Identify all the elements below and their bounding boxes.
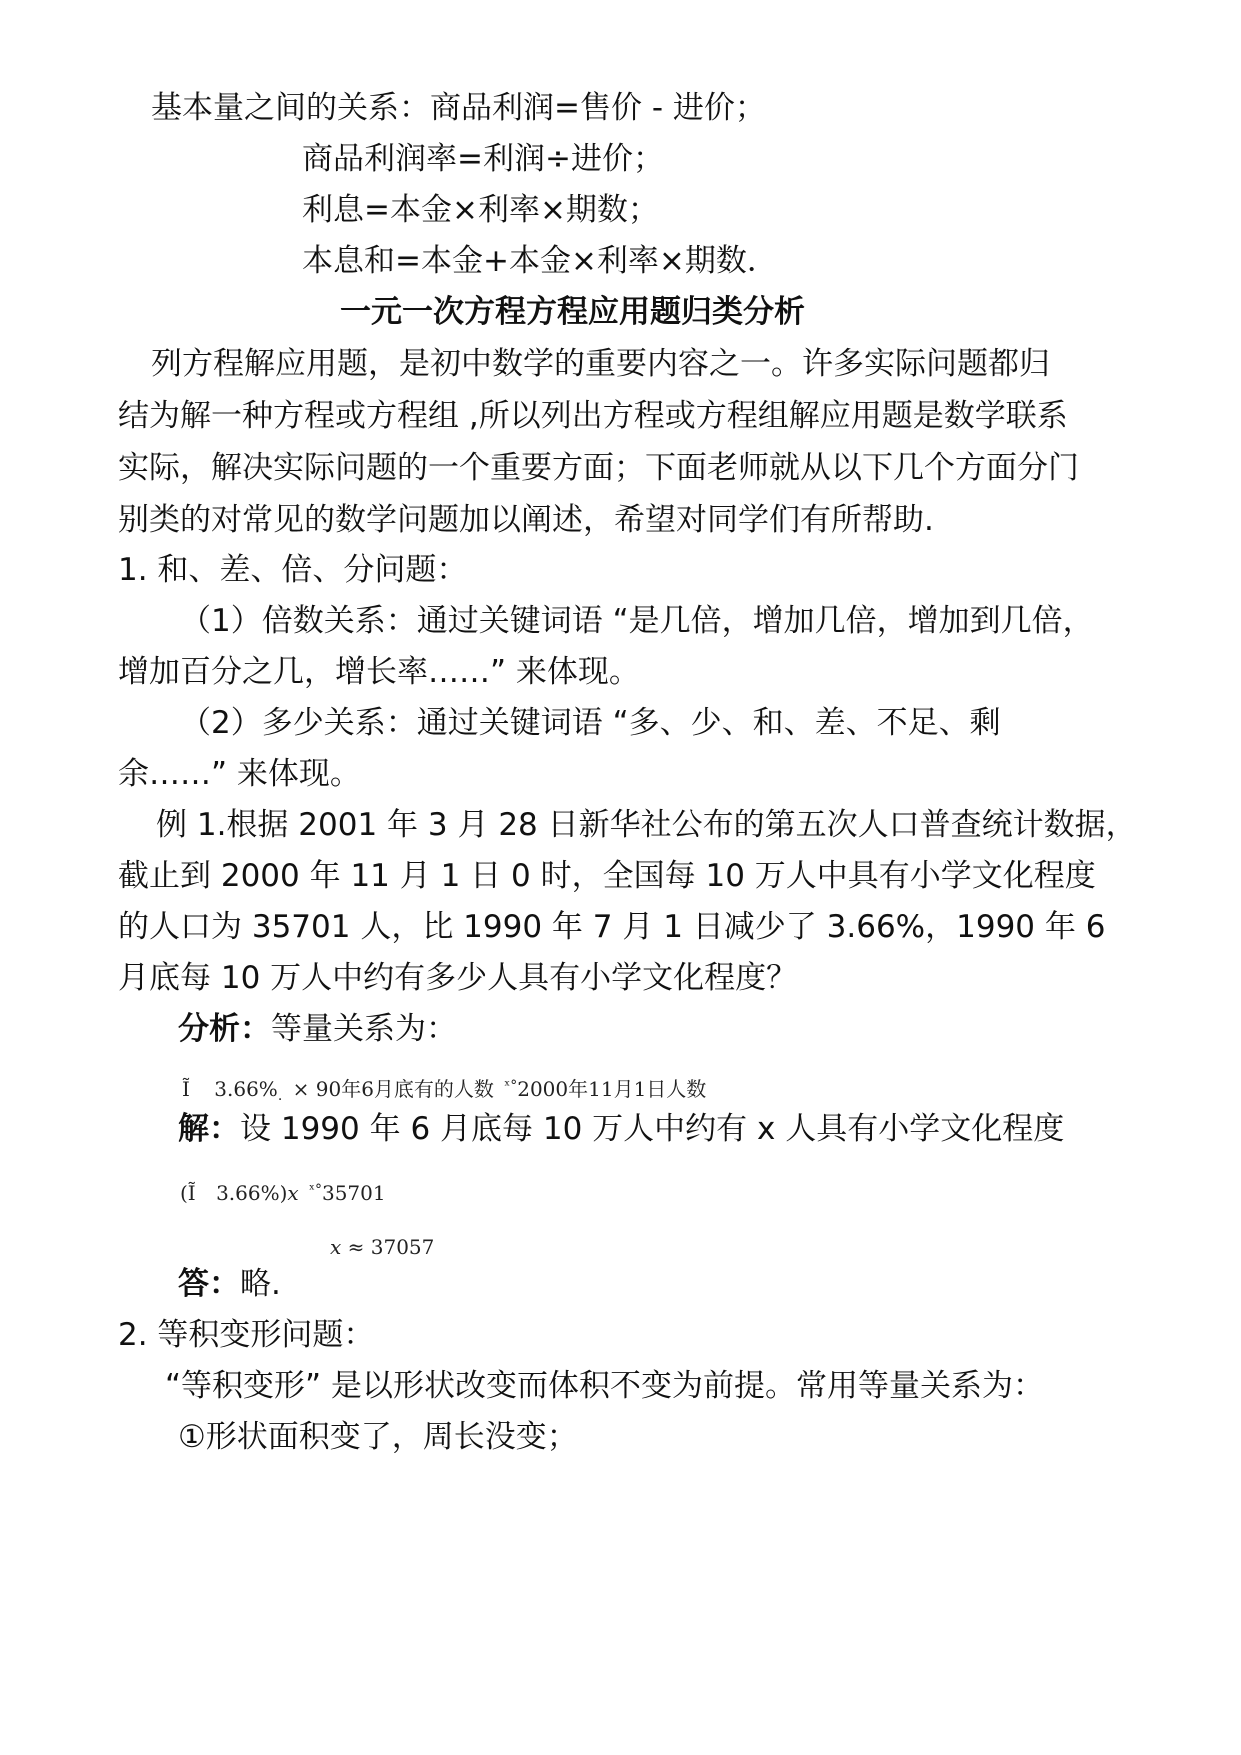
intro-line-4: 别类的对常见的数学问题加以阐述，希望对同学们有所帮助. [118,502,934,538]
relation-line-principal-interest: 本息和=本金+本金×利率×期数． [302,243,778,279]
eq2-open: (Ĩ [180,1181,196,1205]
relation-line-profit-rate: 商品利润率=利润÷进价； [302,141,664,177]
example-1-line-3: 的人口为 35701 人，比 1990 年 7 月 1 日减少了 3.66%，1990 年 6 [118,909,1106,945]
relation-line-interest: 利息=本金×利率×期数； [302,192,659,228]
eq3-variable: x [330,1235,342,1259]
section-1-item-1-line-2: 增加百分之几，增长率……” 来体现。 [118,654,640,690]
eq1-prefix: Ĩ [182,1077,190,1101]
example-1-line-1: 例 1.根据 2001 年 3 月 28 日新华社公布的第五次人口普查统计数据， [156,807,1137,843]
section-1-item-1-line-1: （1）倍数关系：通过关键词语 “是几倍，增加几倍，增加到几倍， [180,603,1094,639]
eq1-percent: 3.66% [214,1077,278,1101]
section-2-heading: 2. 等积变形问题： [118,1317,375,1353]
section-1-heading: 1. 和、差、倍、分问题： [118,552,468,588]
example-1-line-4: 月底每 10 万人中约有多少人具有小学文化程度？ [118,960,798,996]
answer-line [178,1264,281,1304]
eq1-term: × 90年6月底有的人数 [292,1077,494,1101]
solution-text: 设 1990 年 6 月底每 10 万人中约有 x 人具有小学文化程度 [240,1111,1065,1147]
section-1-item-2-line-1: （2）多少关系：通过关键词语 “多、少、和、差、不足、剩 [180,705,1001,741]
solution-label: 解： [178,1111,240,1147]
answer-label: 答： [178,1266,240,1302]
eq2-percent: 3.66%) [216,1181,288,1205]
equation-main: (Ĩ 3.66%)x $^{ˣ^\circ}$35701 [180,1181,386,1205]
equation-result [330,1234,434,1260]
answer-text: 略. [240,1266,281,1302]
intro-line-2: 结为解一种方程或方程组 ,所以列出方程或方程组解应用题是数学联系 [118,398,1068,434]
intro-line-3: 实际，解决实际问题的一个重要方面；下面老师就从以下几个方面分门 [118,450,1079,486]
relation-line-profit: 基本量之间的关系：商品利润=售价 - 进价； [151,90,766,126]
analysis-label: 分析： [178,1011,271,1047]
solution-line [178,1109,1064,1149]
eq1-result: 2000年11月1日人数 [517,1077,707,1101]
section-1-item-2-line-2: 余……” 来体现。 [118,756,361,792]
section-2-line-2: ①形状面积变了，周长没变； [178,1419,578,1455]
example-1-line-2: 截止到 2000 年 11 月 1 日 0 时，全国每 10 万人中具有小学文化程度 [118,858,1096,894]
eq2-variable: x [287,1181,299,1205]
intro-line-1: 列方程解应用题，是初中数学的重要内容之一。许多实际问题都归 [151,346,1050,382]
section-2-line-1: “等积变形” 是以形状改变而体积不变为前提。常用等量关系为： [165,1368,1044,1404]
analysis-line [178,1009,457,1049]
eq3-value: ≈ 37057 [347,1235,435,1259]
analysis-text: 等量关系为： [271,1011,457,1047]
equation-relation: Ĩ $3.66\%_. \times 90$年6月底有的人数 $^{ˣ^\circ}$2000年11月1日人数 [182,1077,707,1104]
eq2-value: 35701 [321,1181,386,1205]
page-title: 一元一次方程方程应用题归类分析 [340,294,805,330]
